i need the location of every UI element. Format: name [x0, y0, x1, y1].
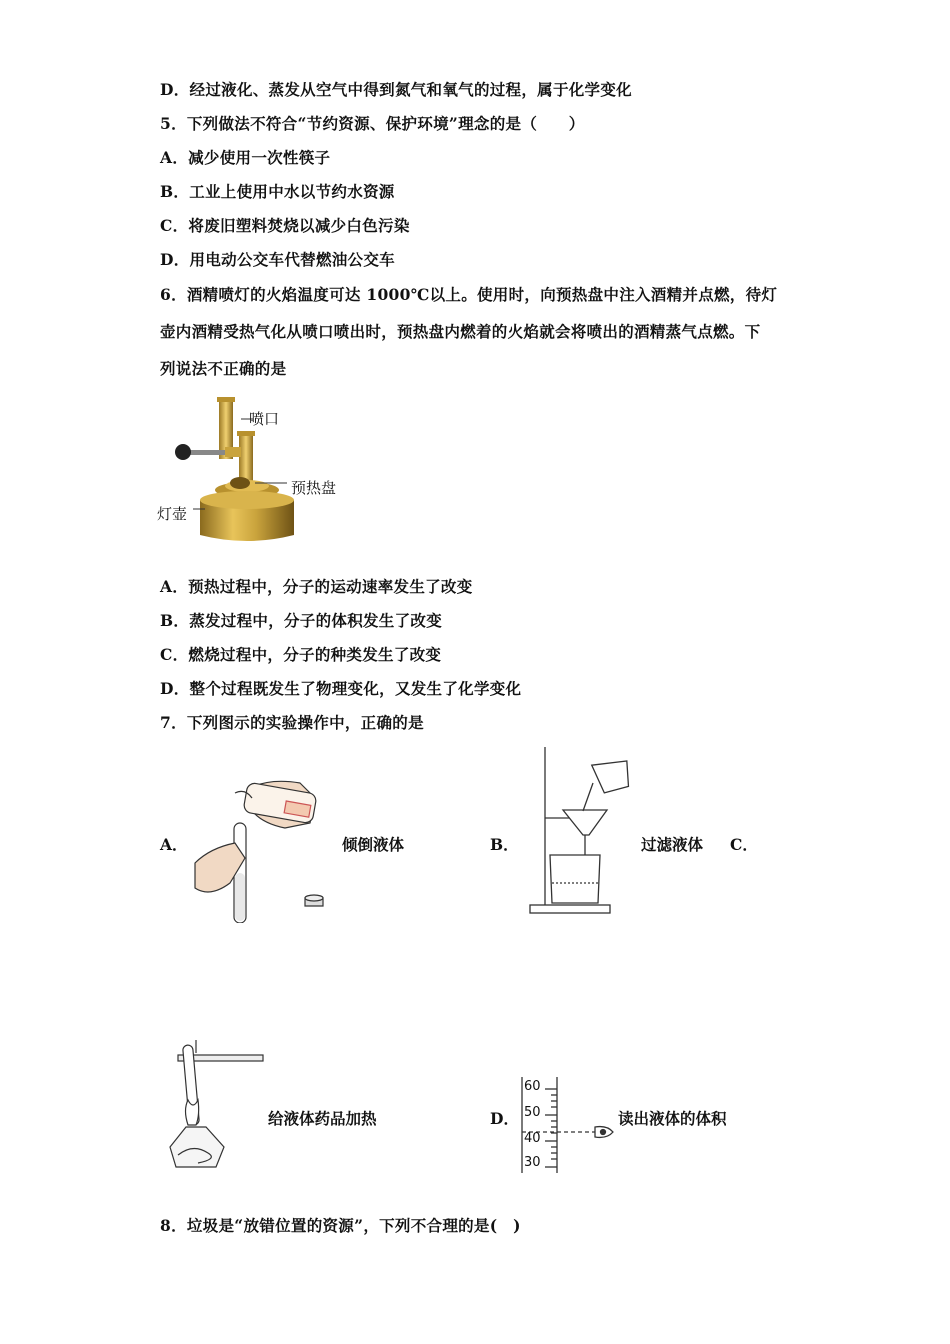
tick-50: 50 [524, 1105, 541, 1120]
q5-option-d: D．用电动公交车代替燃油公交车 [160, 250, 395, 269]
q5-option-b: B．工业上使用中水以节约水资源 [160, 182, 395, 201]
q7-option-d-letter: D． [490, 1109, 519, 1128]
heating-liquid-figure [158, 1035, 268, 1175]
q7-option-c-caption: 给液体药品加热 [268, 1109, 377, 1128]
q6-option-b: B．蒸发过程中，分子的体积发生了改变 [160, 611, 443, 630]
q7-option-a-letter: A． [160, 835, 188, 854]
q7-option-a-caption: 倾倒液体 [342, 835, 405, 854]
q6-stem-line-2: 壶内酒精受热气化从喷口喷出时，预热盘内燃着的火焰就会将喷出的酒精蒸气点燃。下 [160, 322, 761, 341]
tick-60: 60 [524, 1079, 541, 1094]
preheat-dish-label: 预热盘 [291, 479, 337, 497]
q6-option-a: A．预热过程中，分子的运动速率发生了改变 [160, 577, 473, 596]
tick-30: 30 [524, 1155, 541, 1170]
pouring-liquid-figure [190, 748, 340, 923]
q5-stem: 5．下列做法不符合“节约资源、保护环境”理念的是（ ） [160, 114, 585, 133]
q7-option-b-caption: 过滤液体 [641, 835, 704, 854]
alcohol-blowtorch-figure [155, 395, 355, 555]
tick-40: 40 [524, 1131, 541, 1146]
q7-option-d-caption: 读出液体的体积 [618, 1109, 727, 1128]
q6-option-d: D．整个过程既发生了物理变化，又发生了化学变化 [160, 679, 522, 698]
q7-option-b-letter: B． [490, 835, 519, 854]
q6-option-c: C．燃烧过程中，分子的种类发生了改变 [160, 645, 442, 664]
graduated-cylinder-figure [515, 1075, 620, 1177]
q8-stem: 8．垃圾是“放错位置的资源”，下列不合理的是( ) [160, 1216, 521, 1235]
q7-option-c-letter: C． [730, 835, 758, 854]
lamp-pot-label: 灯壶 [157, 505, 188, 523]
nozzle-label: 喷口 [249, 410, 280, 428]
q5-option-c: C．将废旧塑料焚烧以减少白色污染 [160, 216, 410, 235]
filtration-figure [525, 745, 640, 915]
q7-stem: 7．下列图示的实验操作中，正确的是 [160, 713, 424, 732]
q5-option-a: A．减少使用一次性筷子 [160, 148, 331, 167]
q6-stem-line-3: 列说法不正确的是 [160, 359, 287, 378]
q6-stem-line-1: 6．酒精喷灯的火焰温度可达 1000℃以上。使用时，向预热盘中注入酒精并点燃，待灯 [160, 285, 778, 304]
q4-option-d: D．经过液化、蒸发从空气中得到氮气和氧气的过程，属于化学变化 [160, 80, 632, 99]
